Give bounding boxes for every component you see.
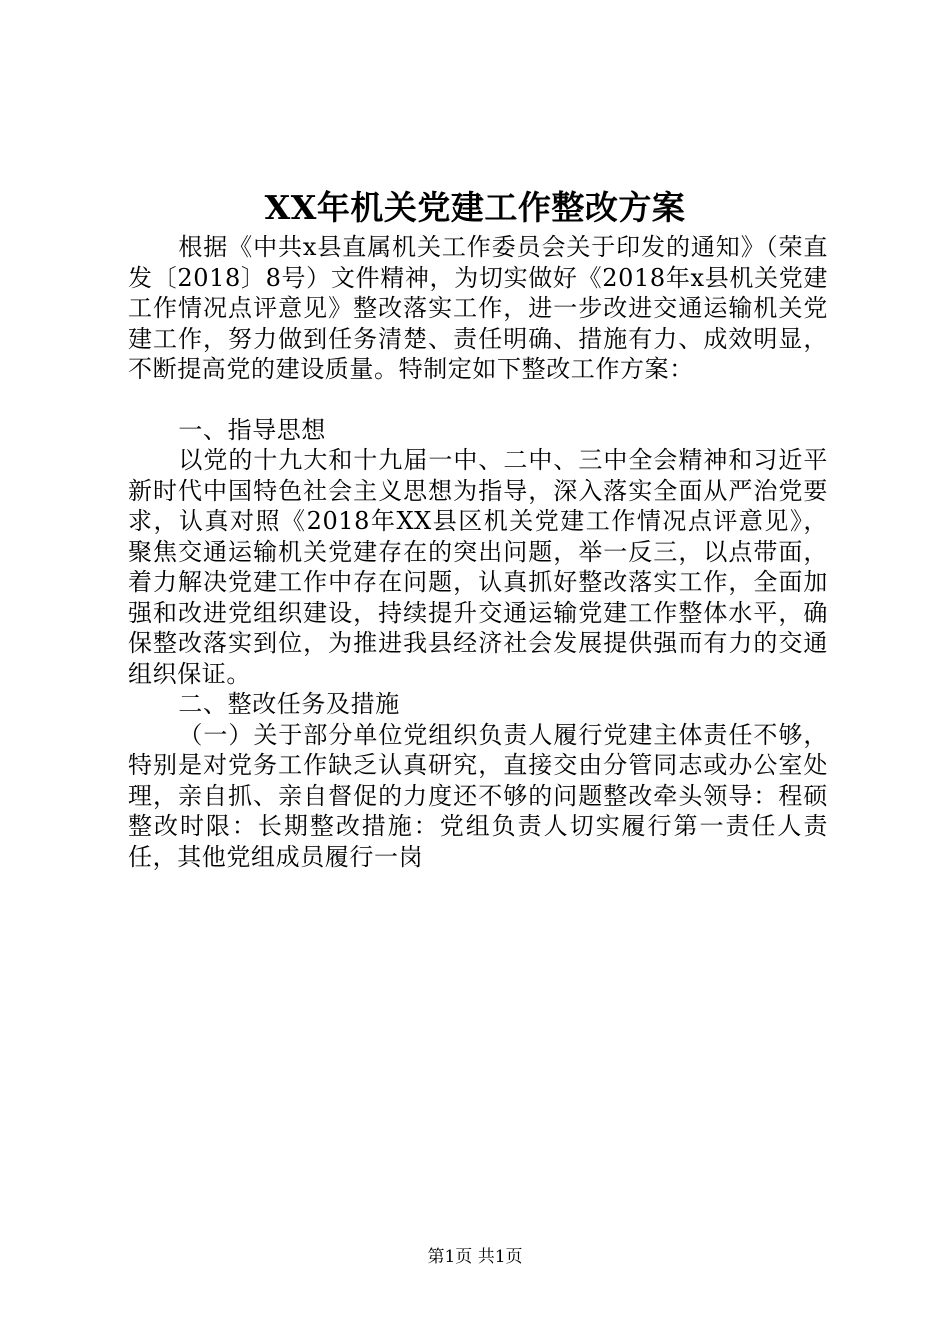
guiding-ideology-paragraph: 以党的十九大和十九届一中、二中、三中全会精神和习近平新时代中国特色社会主义思想为指导，深入落实全面从严治党要求，认真对照《2018年XX县区机关党建工作情况点评意见》，聚焦交通运输机关党建存在的突出问题，举一反三，以点带面，着力解决党建工作中存在问题，认真抓好整改落实工作，全面加强和改进党组织建设，持续提升交通运输党建工作整体水平，确保整改落实到位，为推进我县经济社会发展提供强而有力的交通组织保证。 [128,446,828,688]
document-body [128,232,828,872]
intro-paragraph: 根据《中共x县直属机关工作委员会关于印发的通知》（荣直发〔2018〕8号）文件精神，为切实做好《2018年x县机关党建工作情况点评意见》整改落实工作，进一步改进交通运输机关党建工作，努力做到任务清楚、责任明确、措施有力、成效明显，不断提高党的建设质量。特制定如下整改工作方案： [128,233,828,383]
page-footer: 第1页 共1页 [427,1247,523,1267]
task-item-1-paragraph: （一）关于部分单位党组织负责人履行党建主体责任不够，特别是对党务工作缺乏认真研究，直接交由分管同志或办公室处理，亲自抓、亲自督促的力度还不够的问题整改牵头领导：程硕整改时限：长期整改措施：党组负责人切实履行第一责任人责任，其他党组成员履行一岗 [128,720,828,871]
section-heading-tasks-measures: 二、整改任务及措施 [178,690,400,718]
document-title: XX年机关党建工作整改方案 [264,188,686,227]
section-heading-guiding-ideology: 一、指导思想 [178,415,326,444]
